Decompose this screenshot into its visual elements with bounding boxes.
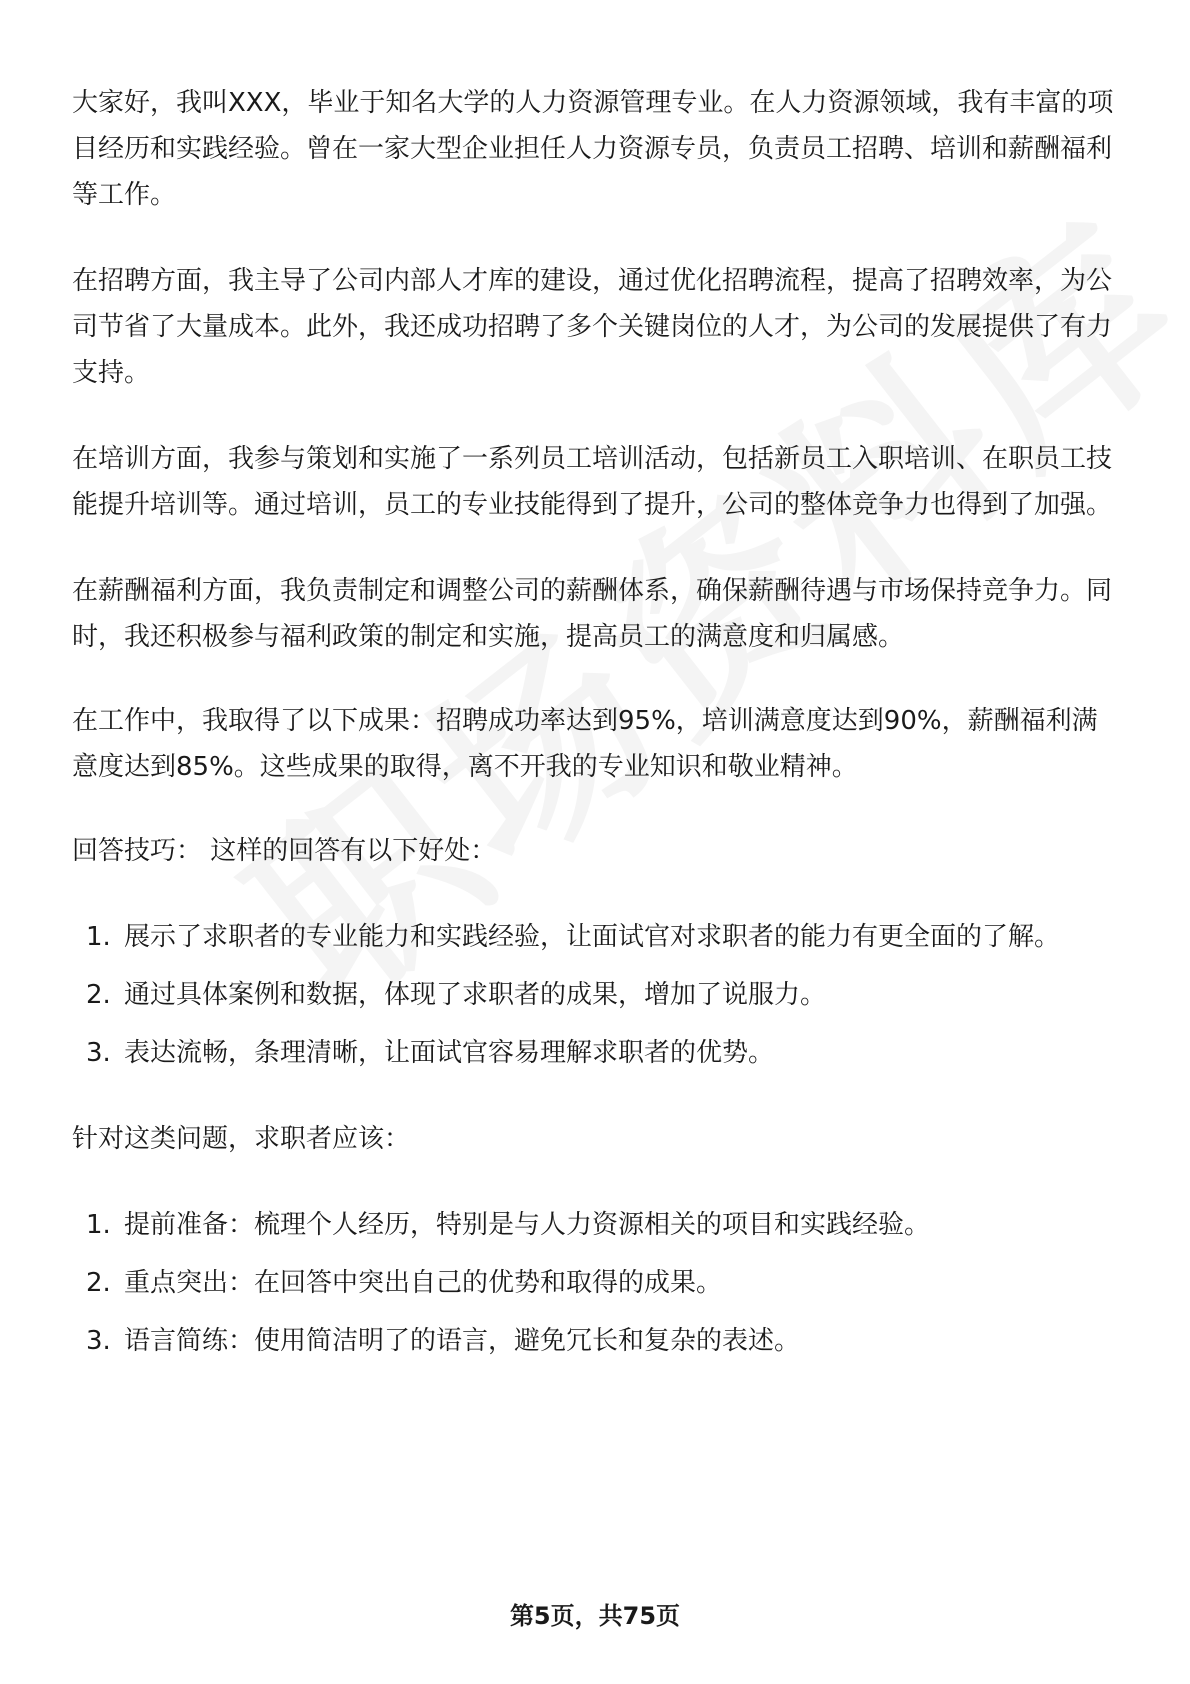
list-item xyxy=(72,1030,1122,1076)
list-item-text: 展示了求职者的专业能力和实践经验，让面试官对求职者的能力有更全面的了解。 xyxy=(124,922,1061,952)
paragraph-training: 在培训方面，我参与策划和实施了一系列员工培训活动，包括新员工入职培训、在职员工技能提升培训等。通过培训，员工的专业技能得到了提升，公司的整体竞争力也得到了加强。 xyxy=(72,444,1113,520)
tips-heading: 回答技巧： 这样的回答有以下好处： xyxy=(72,836,497,866)
list-item xyxy=(72,1260,1122,1306)
paragraph-compensation: 在薪酬福利方面，我负责制定和调整公司的薪酬体系，确保薪酬待遇与市场保持竞争力。同时，我还积极参与福利政策的制定和实施，提高员工的满意度和归属感。 xyxy=(72,576,1113,652)
list-item-text: 提前准备：梳理个人经历，特别是与人力资源相关的项目和实践经验。 xyxy=(124,1210,931,1240)
list-item xyxy=(72,972,1122,1018)
list-item-text: 语言简练：使用简洁明了的语言，避免冗长和复杂的表述。 xyxy=(124,1326,801,1356)
list-item xyxy=(72,914,1122,960)
list-item xyxy=(72,1202,1122,1248)
tips-list xyxy=(72,914,1122,1076)
page-number-footer: 第5页，共75页 xyxy=(509,1602,681,1630)
list-item-text: 重点突出：在回答中突出自己的优势和取得的成果。 xyxy=(124,1268,723,1298)
list-number: 2. xyxy=(86,1268,111,1298)
list-item-text: 表达流畅，条理清晰，让面试官容易理解求职者的优势。 xyxy=(124,1038,775,1068)
list-number: 2. xyxy=(86,980,111,1010)
advice-list xyxy=(72,1202,1122,1364)
list-number: 3. xyxy=(86,1326,111,1356)
paragraph-intro: 大家好，我叫XXX，毕业于知名大学的人力资源管理专业。在人力资源领域，我有丰富的项目经历和实践经验。曾在一家大型企业担任人力资源专员，负责员工招聘、培训和薪酬福利等工作。 xyxy=(72,88,1114,210)
paragraph-achievements: 在工作中，我取得了以下成果：招聘成功率达到95%，培训满意度达到90%，薪酬福利满意度达到85%。这些成果的取得，离不开我的专业知识和敬业精神。 xyxy=(72,706,1098,782)
list-item xyxy=(72,1318,1122,1364)
document-body xyxy=(72,80,1122,1404)
paragraph-recruitment: 在招聘方面，我主导了公司内部人才库的建设，通过优化招聘流程，提高了招聘效率，为公司节省了大量成本。此外，我还成功招聘了多个关键岗位的人才，为公司的发展提供了有力支持。 xyxy=(72,266,1113,388)
list-number: 3. xyxy=(86,1038,111,1068)
list-item-text: 通过具体案例和数据，体现了求职者的成果，增加了说服力。 xyxy=(124,980,827,1010)
advice-heading: 针对这类问题，求职者应该： xyxy=(72,1124,411,1154)
list-number: 1. xyxy=(86,922,111,952)
list-number: 1. xyxy=(86,1210,111,1240)
